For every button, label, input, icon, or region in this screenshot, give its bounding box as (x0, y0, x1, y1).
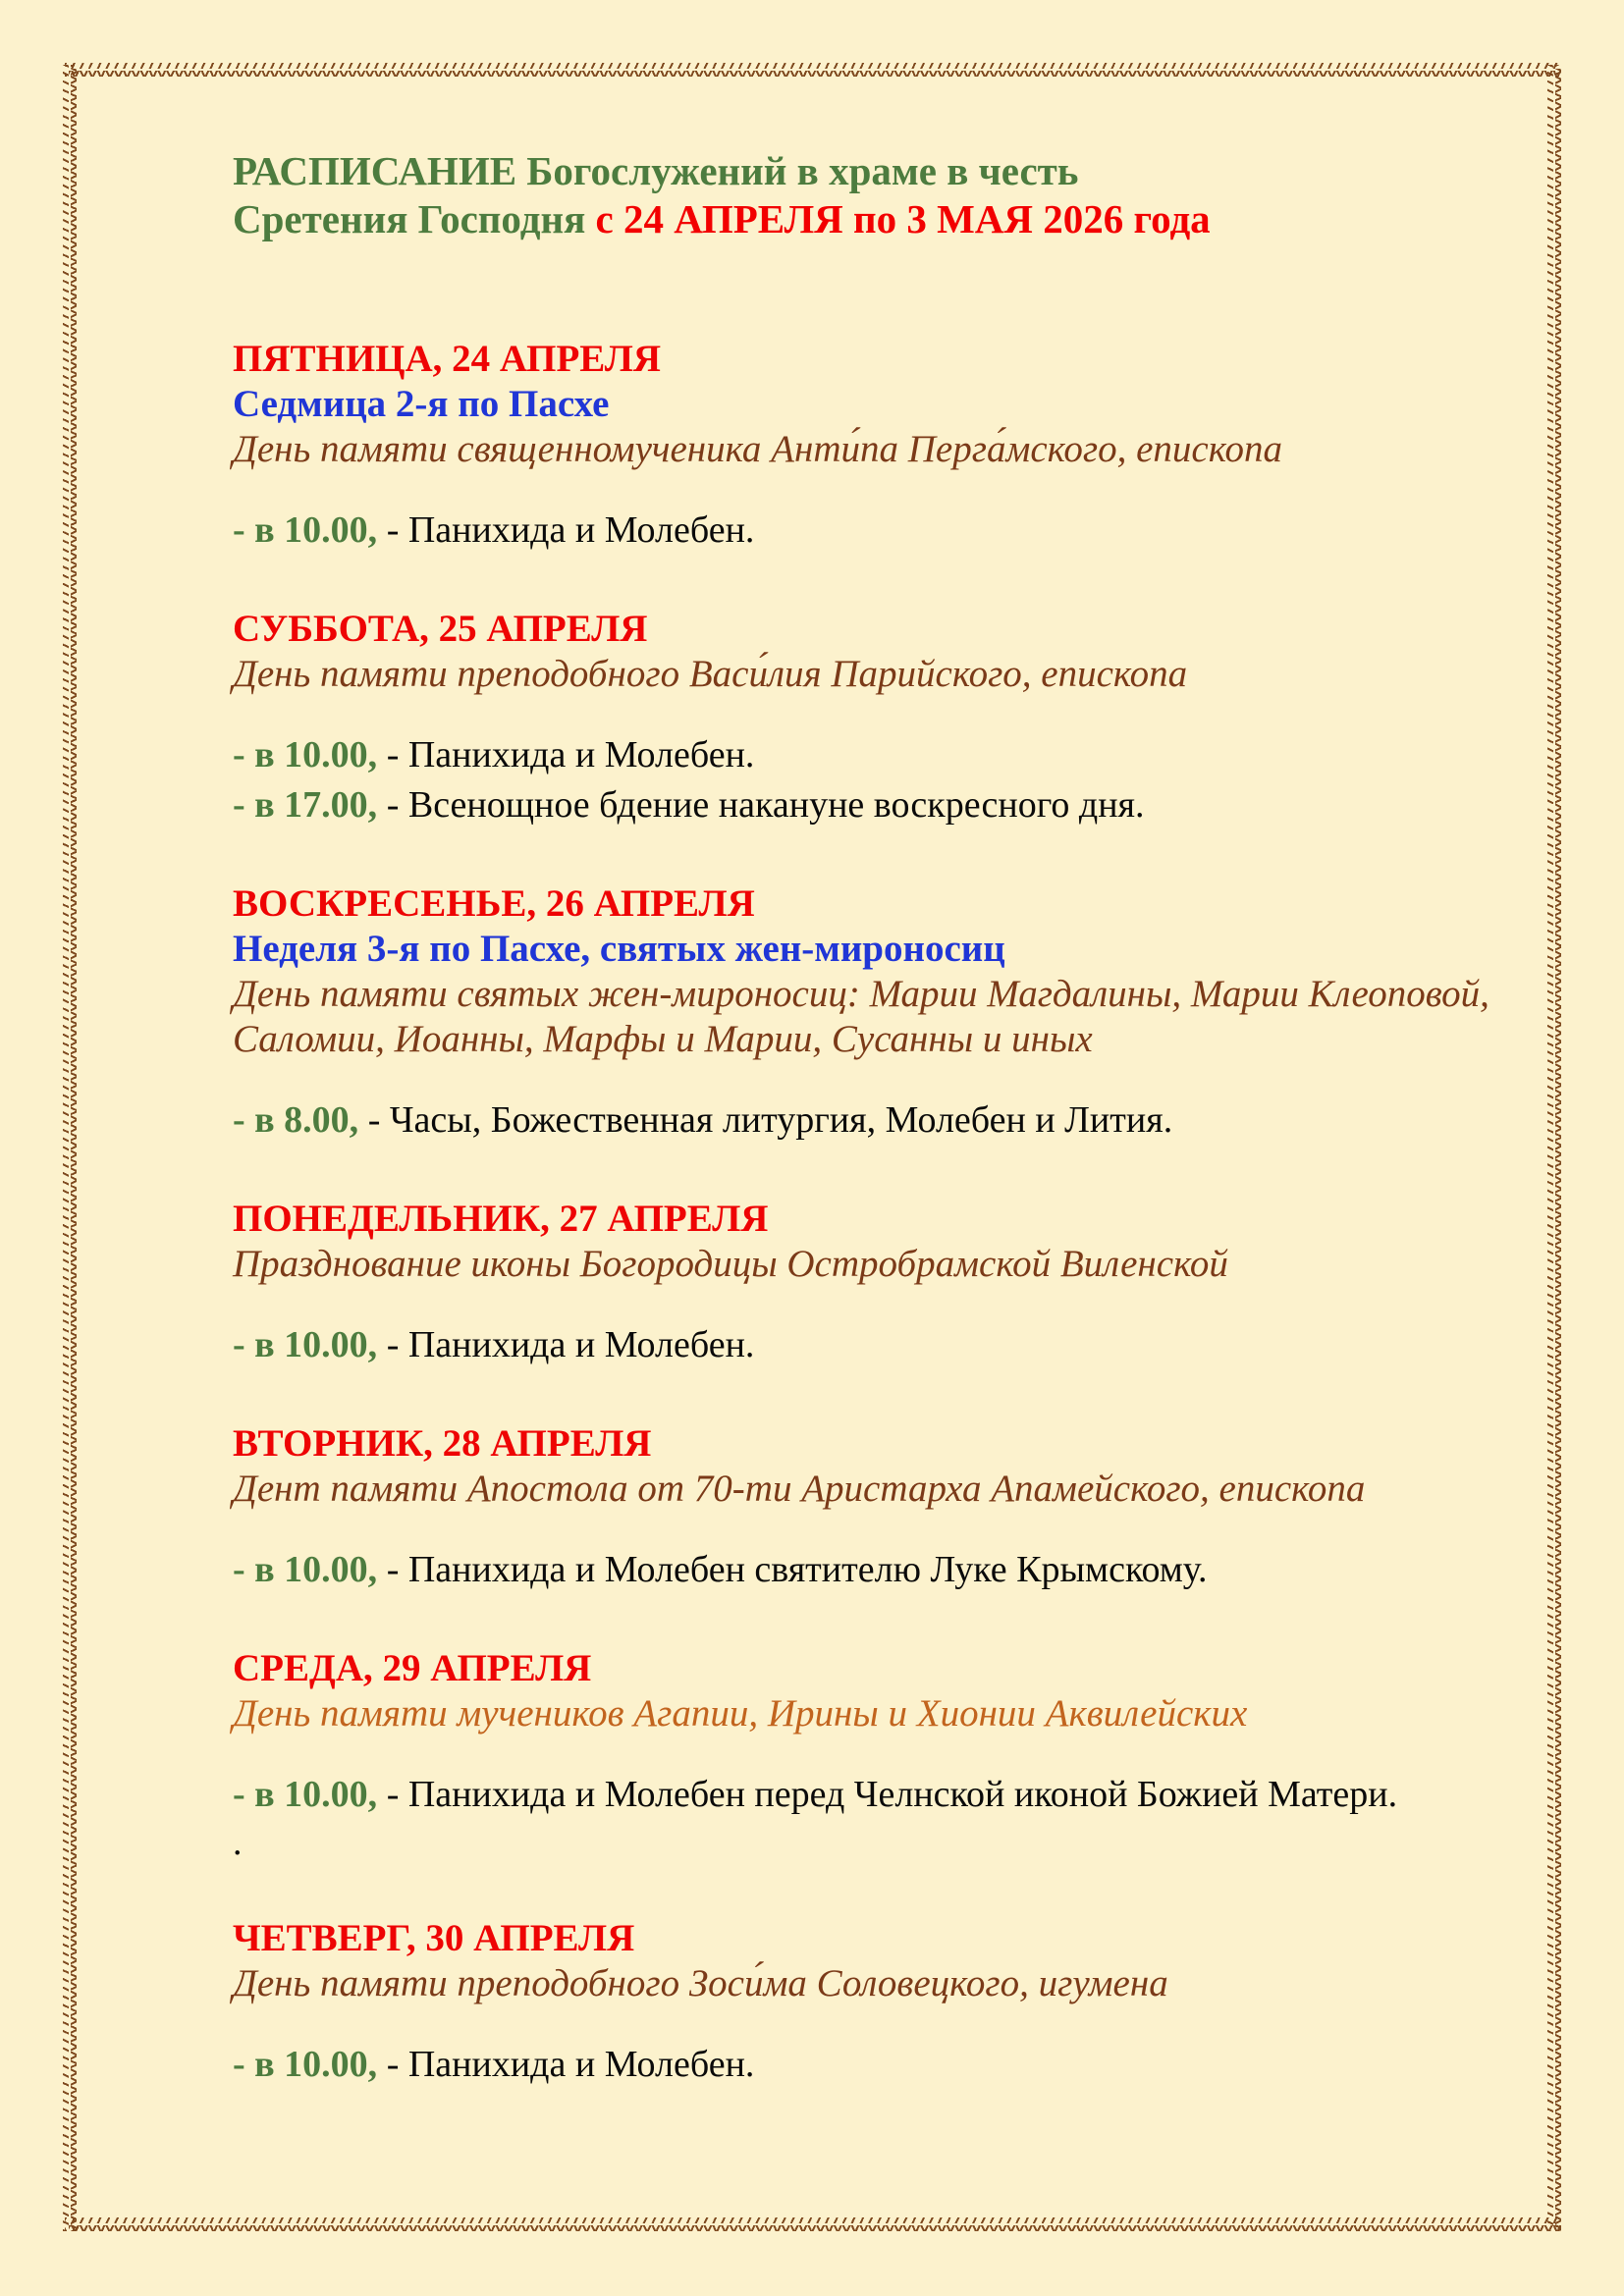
memorial-line: День памяти святых жен-мироносиц: Марии Магдалины, Марии Клеоповой, (233, 973, 1489, 1015)
week-label: Неделя 3-я по Пасхе, святых жен-мироносиц (233, 928, 1005, 970)
decorative-border-left (63, 65, 77, 2231)
service-list (233, 2040, 1516, 2090)
decorative-border-bottom (65, 2217, 1561, 2231)
day-section-saturday (233, 607, 1516, 830)
day-heading: ПЯТНИЦА, 24 АПРЕЛЯ (233, 338, 662, 380)
day-heading: ПОНЕДЕЛЬНИК, 27 АПРЕЛЯ (233, 1198, 769, 1240)
service-time: - в 10.00, (233, 1324, 378, 1365)
service-text: - Всенощное бдение накануне воскресного дня. (377, 784, 1145, 826)
title-line-1: РАСПИСАНИЕ Богослужений в храме в честь (233, 148, 1079, 193)
memorial-line: День памяти священномученика Анти́па Перга́мского, епископа (233, 428, 1282, 470)
page-title (233, 147, 1516, 243)
day-heading: ВТОРНИК, 28 АПРЕЛЯ (233, 1422, 652, 1465)
service-text: - Панихида и Молебен. (377, 2044, 755, 2085)
service-list (233, 1545, 1516, 1595)
day-section-wednesday (233, 1646, 1516, 1865)
service-list (233, 1095, 1516, 1146)
day-heading: СРЕДА, 29 АПРЕЛЯ (233, 1647, 592, 1689)
day-section-thursday (233, 1916, 1516, 2090)
trailing-period: . (233, 1822, 243, 1863)
service-time: - в 10.00, (233, 1774, 378, 1815)
service-text: - Панихида и Молебен. (377, 1324, 755, 1365)
service-line (233, 1320, 1516, 1370)
service-list (233, 730, 1516, 830)
decorative-border-top (65, 63, 1561, 77)
decorative-border-right (1547, 65, 1561, 2231)
service-line (233, 730, 1516, 780)
service-time: - в 10.00, (233, 509, 378, 551)
service-text: - Панихида и Молебен святителю Луке Крымскому. (377, 1549, 1208, 1590)
service-time: - в 10.00, (233, 1549, 378, 1590)
service-time: - в 8.00, (233, 1099, 359, 1141)
service-text: - Панихида и Молебен перед Челнской иконой Божией Матери. (377, 1774, 1398, 1815)
schedule-content (233, 147, 1516, 2141)
week-label: Седмица 2-я по Пасхе (233, 383, 610, 425)
service-time: - в 10.00, (233, 2044, 378, 2085)
day-section-tuesday (233, 1421, 1516, 1595)
service-text: - Панихида и Молебен. (377, 734, 755, 775)
service-time: - в 10.00, (233, 734, 378, 775)
memorial-line: Дент памяти Апостола от 70-ти Аристарха Апамейского, епископа (233, 1468, 1366, 1510)
service-line (233, 1770, 1516, 1820)
day-section-friday (233, 337, 1516, 556)
memorial-line: День памяти преподобного Васи́лия Парийского, епископа (233, 653, 1188, 695)
service-line (233, 2040, 1516, 2090)
day-section-sunday (233, 881, 1516, 1146)
day-heading: ЧЕТВЕРГ, 30 АПРЕЛЯ (233, 1917, 635, 1959)
service-list (233, 1320, 1516, 1370)
day-section-monday (233, 1197, 1516, 1370)
service-line (233, 780, 1516, 830)
memorial-line: День памяти мучеников Агапии, Ирины и Хионии Аквилейских (233, 1692, 1248, 1735)
service-line (233, 506, 1516, 556)
title-line-2-red: с 24 АПРЕЛЯ по 3 МАЯ 2026 года (595, 196, 1211, 241)
memorial-line: День памяти преподобного Зоси́ма Соловецкого, игумена (233, 1962, 1168, 2004)
service-line (233, 1095, 1516, 1146)
memorial-line: Празднование иконы Богородицы Остробрамской Виленской (233, 1243, 1228, 1285)
service-line (233, 1545, 1516, 1595)
service-text: - Часы, Божественная литургия, Молебен и Лития. (358, 1099, 1173, 1141)
service-text: - Панихида и Молебен. (377, 509, 755, 551)
service-time: - в 17.00, (233, 784, 378, 826)
service-list (233, 506, 1516, 556)
day-heading: СУББОТА, 25 АПРЕЛЯ (233, 608, 648, 650)
title-line-2-green: Сретения Господня (233, 196, 596, 241)
service-list (233, 1770, 1516, 1820)
day-heading: ВОСКРЕСЕНЬЕ, 26 АПРЕЛЯ (233, 882, 755, 925)
memorial-line: Саломии, Иоанны, Марфы и Марии, Сусанны и иных (233, 1018, 1093, 1060)
